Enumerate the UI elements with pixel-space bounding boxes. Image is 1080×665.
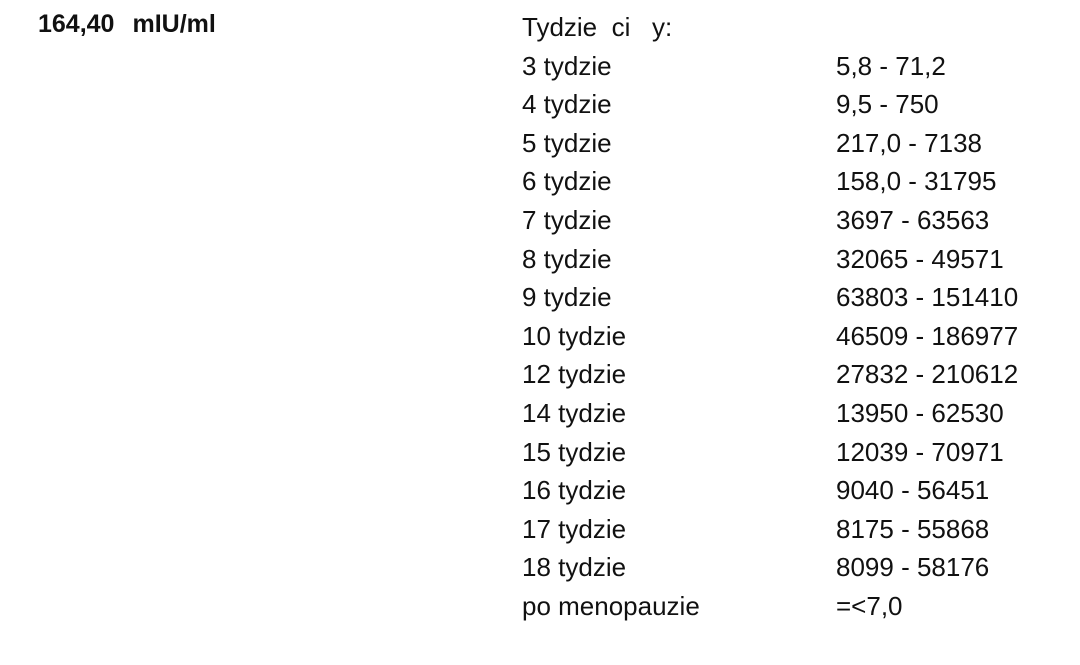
range-value: 5,8 - 71,2 bbox=[836, 50, 946, 81]
range-label: 3 tydzie bbox=[522, 50, 612, 81]
range-label: 12 tydzie bbox=[522, 359, 627, 390]
range-value: 27832 - 210612 bbox=[836, 359, 1019, 390]
range-label: 4 tydzie bbox=[522, 89, 612, 120]
range-label: 14 tydzie bbox=[522, 397, 627, 428]
range-row bbox=[522, 355, 1018, 394]
range-row bbox=[522, 240, 1018, 279]
range-label: 18 tydzie bbox=[522, 552, 627, 583]
range-value: 46509 - 186977 bbox=[836, 320, 1019, 351]
range-label: 15 tydzie bbox=[522, 436, 627, 467]
range-label: po menopauzie bbox=[522, 590, 700, 621]
range-row bbox=[522, 433, 1018, 472]
range-row bbox=[522, 394, 1018, 433]
range-label: 6 tydzie bbox=[522, 166, 612, 197]
range-value: =<7,0 bbox=[836, 590, 903, 621]
reference-ranges-title: Tydzie ci y: bbox=[522, 12, 673, 42]
range-value: 158,0 - 31795 bbox=[836, 166, 997, 197]
range-label: 7 tydzie bbox=[522, 204, 612, 235]
result-unit: mIU/ml bbox=[132, 10, 216, 38]
range-row bbox=[522, 510, 1018, 549]
result-block bbox=[38, 10, 216, 39]
range-row bbox=[522, 162, 1018, 201]
range-value: 32065 - 49571 bbox=[836, 243, 1004, 274]
range-value: 8175 - 55868 bbox=[836, 513, 990, 544]
range-label: 5 tydzie bbox=[522, 127, 612, 158]
reference-ranges-rows bbox=[522, 47, 1018, 626]
range-value: 9040 - 56451 bbox=[836, 475, 990, 506]
range-row bbox=[522, 85, 1018, 124]
range-row bbox=[522, 548, 1018, 587]
range-value: 63803 - 151410 bbox=[836, 282, 1019, 313]
range-value: 12039 - 70971 bbox=[836, 436, 1004, 467]
range-value: 13950 - 62530 bbox=[836, 397, 1004, 428]
range-label: 9 tydzie bbox=[522, 282, 612, 313]
range-row bbox=[522, 587, 1018, 626]
reference-ranges bbox=[522, 8, 1018, 626]
range-row bbox=[522, 278, 1018, 317]
range-label: 10 tydzie bbox=[522, 320, 627, 351]
range-row bbox=[522, 124, 1018, 163]
range-row bbox=[522, 317, 1018, 356]
range-value: 9,5 - 750 bbox=[836, 89, 939, 120]
range-value: 3697 - 63563 bbox=[836, 204, 990, 235]
result-value: 164,40 bbox=[38, 10, 115, 38]
range-value: 8099 - 58176 bbox=[836, 552, 990, 583]
range-row bbox=[522, 201, 1018, 240]
range-row bbox=[522, 471, 1018, 510]
range-label: 8 tydzie bbox=[522, 243, 612, 274]
range-value: 217,0 - 7138 bbox=[836, 127, 983, 158]
range-label: 16 tydzie bbox=[522, 475, 627, 506]
range-row bbox=[522, 47, 1018, 86]
range-label: 17 tydzie bbox=[522, 513, 627, 544]
